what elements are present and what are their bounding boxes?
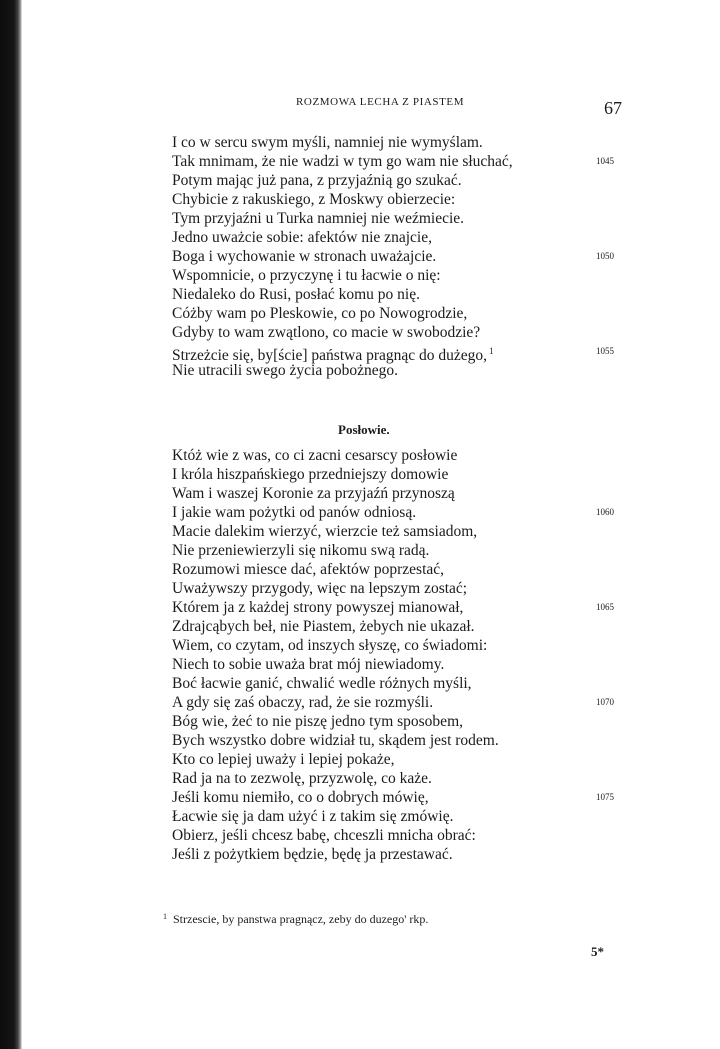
line-number: 1060	[596, 507, 614, 517]
line-number: 1055	[596, 346, 614, 356]
verse-text	[172, 826, 476, 845]
verse-text	[172, 769, 432, 788]
verse-text-content: Jeśli komu niemiło, co o dobrych mówię,	[172, 789, 429, 806]
verse-text-content: Bych wszystko dobre widział tu, skądem jest rodem.	[172, 732, 499, 749]
verse-text-content: Nie utracili swego życia pobożnego.	[172, 362, 398, 379]
section-heading: Posłowie.	[338, 422, 390, 437]
line-number: 1065	[596, 602, 614, 612]
verse-text	[172, 361, 398, 380]
verse-text-content: I jakie wam pożytki od panów odniosą.	[172, 504, 417, 521]
verse-text	[172, 465, 448, 484]
verse-text	[172, 674, 472, 693]
verse-text	[172, 750, 395, 769]
verse-text	[172, 617, 475, 636]
verse-text	[172, 845, 453, 864]
verse-text-content: Jeśli z pożytkiem będzie, będę ja przestawać.	[172, 846, 453, 863]
verse-text-content: Zdrajcąbych beł, nie Piastem, żebych nie ukazał.	[172, 618, 475, 635]
verse-text	[172, 655, 444, 674]
signature-mark: 5*	[591, 944, 604, 959]
book-spine-shadow	[0, 0, 22, 1049]
footnote-reference: 1	[489, 346, 494, 356]
verse-text-content: Którem ja z każdej strony powyszej mianował,	[172, 599, 464, 616]
verse-text-content: Łacwie się ja dam użyć i z takim się zmówię.	[172, 808, 454, 825]
verse-text-content: Rad ja na to zezwolę, przyzwolę, co każe.	[172, 770, 432, 787]
verse-text-content: Rozumowi miesce dać, afektów poprzestać,	[172, 561, 445, 578]
verse-text	[172, 598, 463, 617]
verse-text	[172, 190, 455, 209]
verse-text-content: Boga i wychowanie w stronach uważajcie.	[172, 248, 437, 265]
verse-text-content: Gdyby to wam zwątlono, co macie w swobodzie?	[172, 324, 481, 341]
verse-text-content: Wspomnicie, o przyczynę i tu łacwie o nię:	[172, 267, 441, 284]
verse-text-content: Boć łacwie ganić, chwalić wedle różnych myśli,	[172, 675, 472, 692]
verse-text	[172, 323, 480, 342]
verse-text-content: Obierz, jeśli chcesz babę, chceszli mnicha obrać:	[172, 827, 476, 844]
verse-text-content: A gdy się zaś obaczy, rad, że sie rozmyśli.	[172, 694, 434, 711]
verse-text	[172, 712, 463, 731]
line-number: 1070	[596, 697, 614, 707]
verse-text-content: Nie przeniewierzyli się nikomu swą radą.	[172, 542, 430, 559]
verse-text	[172, 788, 429, 807]
footnote-marker: 1	[163, 912, 167, 921]
footnote-text: Strzescie, by panstwa pragnącz, zeby do duzego' rkp.	[173, 912, 429, 926]
verse-text-content: Bóg wie, żeć to nie piszę jedno tym sposobem,	[172, 713, 463, 730]
verse-text	[172, 285, 420, 304]
verse-text	[172, 807, 453, 826]
verse-text	[172, 171, 462, 190]
line-number: 1050	[596, 251, 614, 261]
verse-text-content: Niech to sobie uważa brat mój niewiadomy.	[172, 656, 445, 673]
verse-text-content: Tym przyjaźni u Turka namniej nie weźmiecie.	[172, 210, 465, 227]
verse-text-content: Potym mając już pana, z przyjaźnią go szukać.	[172, 172, 462, 189]
verse-text	[172, 560, 444, 579]
verse-text	[172, 209, 464, 228]
verse-text-content: Któż wie z was, co ci zacni cesarscy posłowie	[172, 447, 458, 464]
verse-text-content: Wiem, co czytam, od inszych słyszę, co świadomi:	[172, 637, 488, 654]
verse-text-content: Chybicie z rakuskiego, z Moskwy obierzecie:	[172, 191, 456, 208]
verse-text-content: I króla hiszpańskiego przedniejszy domowie	[172, 466, 449, 483]
verse-text	[172, 579, 467, 598]
verse-text-content: Niedaleko do Rusi, posłać komu po nię.	[172, 286, 420, 303]
verse-text	[172, 446, 457, 465]
verse-text	[172, 228, 432, 247]
verse-text-content: Cóżby wam po Pleskowie, co po Nowogrodzie,	[172, 305, 468, 322]
verse-text	[172, 266, 441, 285]
verse-text-content: Wam i waszej Koronie za przyjaźń przynoszą	[172, 485, 455, 502]
verse-text-content: Kto co lepiej uważy i lepiej pokaże,	[172, 751, 395, 768]
verse-text	[172, 522, 477, 541]
footnote	[163, 912, 428, 927]
verse-text-content: Tak mnimam, że nie wadzi w tym go wam nie słuchać,	[172, 153, 513, 170]
verse-text	[172, 503, 416, 522]
verse-text	[172, 541, 429, 560]
verse-text-content: Strzeżcie się, by[ście] państwa pragnąc do dużego,	[172, 347, 488, 364]
verse-text	[172, 636, 487, 655]
verse-text-content: Jedno uważcie sobie: afektów nie znajcie,	[172, 229, 432, 246]
verse-text	[172, 693, 433, 712]
verse-text	[172, 731, 499, 750]
page-number: 67	[604, 98, 622, 118]
running-title: ROZMOWA LECHA Z PIASTEM	[296, 96, 465, 108]
verse-text	[172, 304, 467, 323]
verse-text-content: Macie dalekim wierzyć, wierzcie też samsiadom,	[172, 523, 478, 540]
line-number: 1045	[596, 156, 614, 166]
verse-text	[172, 247, 436, 266]
line-number: 1075	[596, 792, 614, 802]
verse-text	[172, 133, 483, 152]
verse-text	[172, 152, 513, 171]
verse-text	[172, 484, 455, 503]
verse-text-content: Uważywszy przygody, więc na lepszym zostać;	[172, 580, 468, 597]
verse-text-content: I co w sercu swym myśli, namniej nie wymyślam.	[172, 134, 483, 151]
